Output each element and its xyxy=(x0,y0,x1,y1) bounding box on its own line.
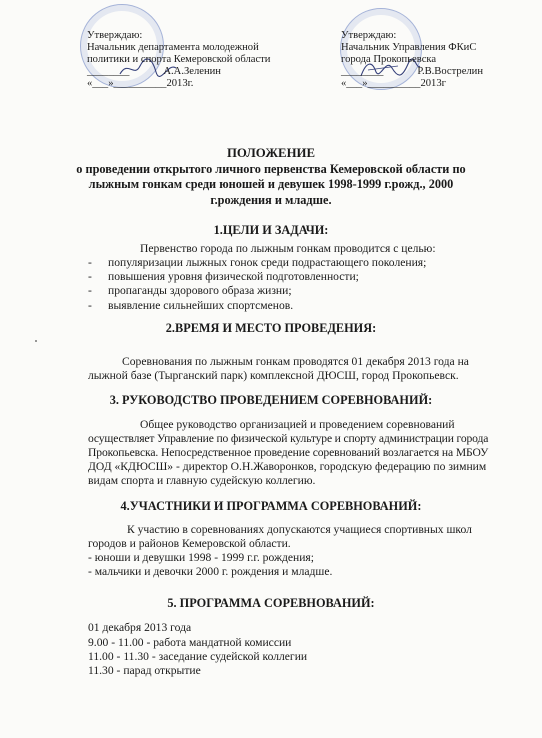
approval-date: «___»__________2013г xyxy=(341,78,446,89)
section-heading-participants: 4.УЧАСТНИКИ И ПРОГРАММА СОРЕВНОВАНИЙ: xyxy=(120,499,422,513)
list-item: - популяризации лыжных гонок среди подрастающего поколения; xyxy=(88,256,427,269)
program-item: 11.30 - парад открытие xyxy=(88,664,201,677)
approval-position: Начальник Управления ФКиС xyxy=(341,42,477,53)
signature-blank: ________ xyxy=(87,66,130,77)
approval-signer: Р.В.Вострелин xyxy=(417,66,484,77)
section-heading-goals: 1.ЦЕЛИ И ЗАДАЧИ: xyxy=(213,223,329,237)
paragraph-line: Общее руководство организацией и проведением соревнований xyxy=(140,418,455,431)
program-item: 11.00 - 11.30 - заседание судейской коллегии xyxy=(88,650,308,663)
paragraph-line: ДОД «КДЮСШ» - директор О.Н.Жаворонков, городскую федерацию по зимним xyxy=(88,460,487,473)
approval-organization: политики и спорта Кемеровской области xyxy=(87,54,271,65)
section-heading-management: 3. РУКОВОДСТВО ПРОВЕДЕНИЕМ СОРЕВНОВАНИЙ: xyxy=(109,393,433,407)
list-item: - повышения уровня физической подготовленности; xyxy=(88,270,359,284)
list-item: - пропаганды здорового образа жизни; xyxy=(88,284,292,298)
approval-block-right xyxy=(341,30,521,90)
title-line: г.рождения и младше. xyxy=(210,192,332,207)
title-line: лыжным гонкам среди юношей и девушек 1998-1999 г.рожд., 2000 xyxy=(88,177,454,191)
approval-heading: Утверждаю: xyxy=(87,30,143,41)
approval-heading: Утверждаю: xyxy=(341,30,397,41)
paragraph-line: К участию в соревнованиях допускаются учащиеся спортивных школ xyxy=(127,523,472,536)
goals-list xyxy=(88,256,426,313)
title-main: ПОЛОЖЕНИЕ xyxy=(226,146,316,160)
scan-speck xyxy=(35,340,37,342)
paragraph-line: - юноши и девушки 1998 - 1999 г.г. рождения; xyxy=(88,551,314,564)
approval-organization: города Прокопьевска xyxy=(341,54,437,65)
document-title xyxy=(70,146,472,208)
paragraph-line: городов и районов Кемеровской области. xyxy=(88,537,291,550)
paragraph-line: Прокопьевска. Непосредственное проведение соревнований возлагается на МБОУ xyxy=(88,446,489,459)
paragraph-line: Соревнования по лыжным гонкам проводятся 01 декабря 2013 года на xyxy=(122,355,469,368)
approval-block-left xyxy=(87,30,287,90)
section-heading-time-place: 2.ВРЕМЯ И МЕСТО ПРОВЕДЕНИЯ: xyxy=(165,321,377,335)
signature-blank: ________ xyxy=(341,66,384,77)
section-heading-program: 5. ПРОГРАММА СОРЕВНОВАНИЙ: xyxy=(167,596,375,610)
title-line: о проведении открытого личного первенства Кемеровской области по xyxy=(76,161,466,176)
approval-position: Начальник департамента молодежной xyxy=(87,42,259,53)
paragraph-line: осуществляет Управление по физической культуре и спорту администрации города xyxy=(88,432,489,445)
list-item: - выявление сильнейших спортсменов. xyxy=(88,298,294,312)
approval-date: «___»__________2013г. xyxy=(87,78,194,89)
paragraph-line: - мальчики и девочки 2000 г. рождения и младше. xyxy=(88,565,333,578)
section-intro: Первенство города по лыжным гонкам проводится с целью: xyxy=(140,242,436,255)
paragraph-line: лыжной базе (Тырганский парк) комплексной ДЮСШ, город Прокопьевск. xyxy=(88,369,459,382)
approval-signer: А.А.Зеленин xyxy=(163,66,221,77)
paragraph-line: видам спорта и главную судейскую коллегию. xyxy=(88,474,316,487)
program-item: 9.00 - 11.00 - работа мандатной комиссии xyxy=(88,636,292,649)
program-date: 01 декабря 2013 года xyxy=(88,621,192,634)
